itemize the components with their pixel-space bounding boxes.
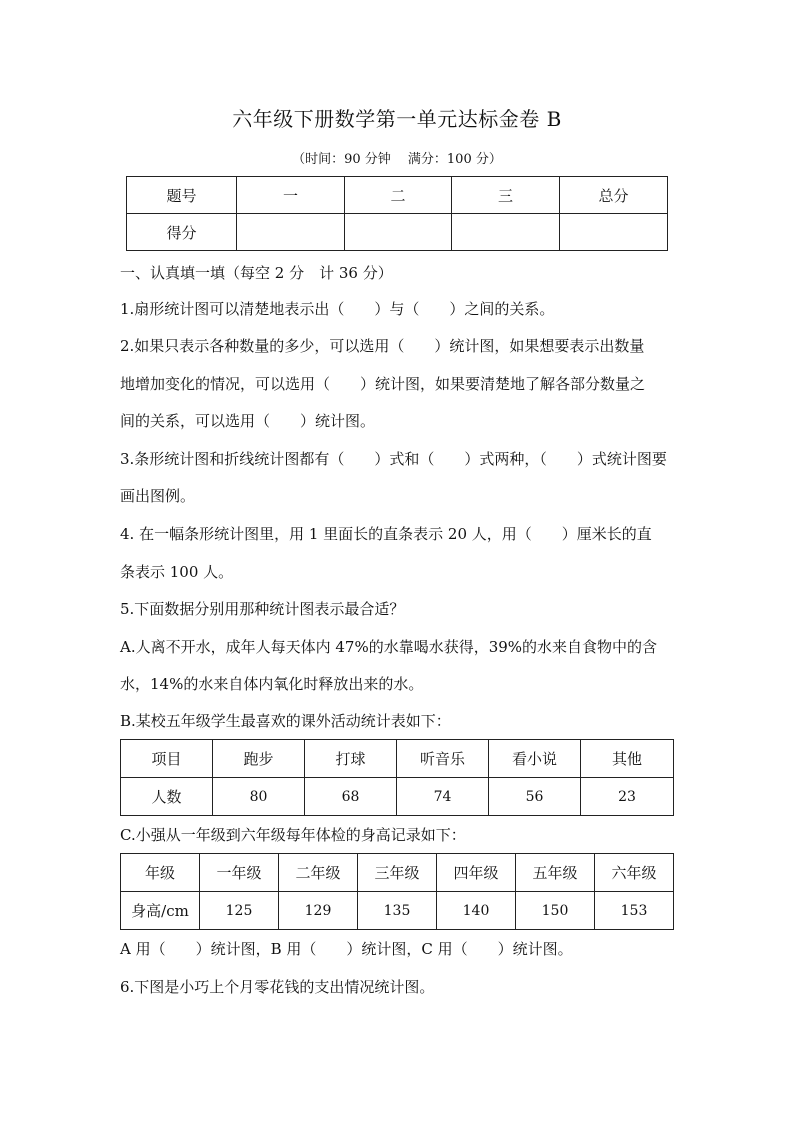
- activity-row-label: 人数: [121, 778, 213, 816]
- score-table-header: 总分: [560, 177, 668, 214]
- question-5b: B.某校五年级学生最喜欢的课外活动统计表如下：: [120, 712, 451, 730]
- activity-value: 56: [489, 778, 581, 816]
- height-value: 125: [200, 892, 279, 930]
- height-header: 四年级: [437, 854, 516, 892]
- question-5a-line-2: 水，14%的水来自体内氧化时释放出来的水。: [120, 675, 424, 693]
- activity-header: 打球: [305, 740, 397, 778]
- height-header: 二年级: [279, 854, 358, 892]
- height-value: 129: [279, 892, 358, 930]
- question-5: 5.下面数据分别用那种统计图表示最合适？: [120, 600, 405, 618]
- question-5a-line-1: A.人离不开水，成年人每天体内 47%的水靠喝水获得，39%的水来自食物中的含: [120, 638, 658, 656]
- section-heading: 一、认真填一填（每空 2 分 计 36 分）: [120, 264, 393, 282]
- question-4-line-2: 条表示 100 人。: [120, 563, 234, 581]
- score-row-label: 得分: [127, 214, 237, 251]
- activity-header: 跑步: [213, 740, 305, 778]
- score-cell: [560, 214, 668, 251]
- question-2-line-2: 地增加变化的情况，可以选用（ ）统计图，如果要清楚地了解各部分数量之: [120, 375, 646, 393]
- question-2-line-3: 间的关系，可以选用（ ）统计图。: [120, 412, 376, 430]
- score-table-header: 题号: [127, 177, 237, 214]
- activity-value: 74: [397, 778, 489, 816]
- height-header: 三年级: [358, 854, 437, 892]
- score-table-header: 三: [452, 177, 560, 214]
- height-value: 135: [358, 892, 437, 930]
- activity-value: 23: [581, 778, 674, 816]
- height-header: 六年级: [595, 854, 674, 892]
- activity-value-row: [121, 778, 674, 816]
- question-5-answer: A 用（ ）统计图，B 用（ ）统计图，C 用（ ）统计图。: [120, 940, 573, 958]
- page-title: 六年级下册数学第一单元达标金卷 B: [232, 107, 562, 131]
- score-table-header: 二: [345, 177, 452, 214]
- activity-table: [120, 739, 674, 816]
- activity-header: 听音乐: [397, 740, 489, 778]
- question-3-line-2: 画出图例。: [120, 487, 196, 505]
- height-table: [120, 853, 674, 930]
- activity-header: 项目: [121, 740, 213, 778]
- question-1: 1.扇形统计图可以清楚地表示出（ ）与（ ）之间的关系。: [120, 300, 555, 318]
- height-value: 150: [516, 892, 595, 930]
- score-table-header-row: [127, 177, 668, 214]
- height-value: 140: [437, 892, 516, 930]
- score-table-header: 一: [237, 177, 345, 214]
- question-3-line-1: 3.条形统计图和折线统计图都有（ ）式和（ ）式两种，（ ）式统计图要: [120, 450, 667, 468]
- exam-info: （时间：90 分钟 满分：100 分）: [292, 152, 502, 167]
- activity-value: 68: [305, 778, 397, 816]
- question-6: 6.下图是小巧上个月零花钱的支出情况统计图。: [120, 978, 435, 996]
- question-5c: C.小强从一年级到六年级每年体检的身高记录如下：: [120, 826, 466, 844]
- height-value-row: [121, 892, 674, 930]
- height-row-label: 身高/cm: [121, 892, 200, 930]
- activity-value: 80: [213, 778, 305, 816]
- height-value: 153: [595, 892, 674, 930]
- score-cell: [237, 214, 345, 251]
- question-4-line-1: 4. 在一幅条形统计图里，用 1 里面长的直条表示 20 人，用（ ）厘米长的直: [120, 525, 652, 543]
- height-header: 年级: [121, 854, 200, 892]
- activity-header-row: [121, 740, 674, 778]
- score-table-row: [127, 214, 668, 251]
- score-cell: [452, 214, 560, 251]
- height-header: 五年级: [516, 854, 595, 892]
- height-header-row: [121, 854, 674, 892]
- question-2-line-1: 2.如果只表示各种数量的多少，可以选用（ ）统计图，如果想要表示出数量: [120, 337, 645, 355]
- height-header: 一年级: [200, 854, 279, 892]
- activity-header: 看小说: [489, 740, 581, 778]
- score-table: [126, 176, 668, 251]
- score-cell: [345, 214, 452, 251]
- activity-header: 其他: [581, 740, 674, 778]
